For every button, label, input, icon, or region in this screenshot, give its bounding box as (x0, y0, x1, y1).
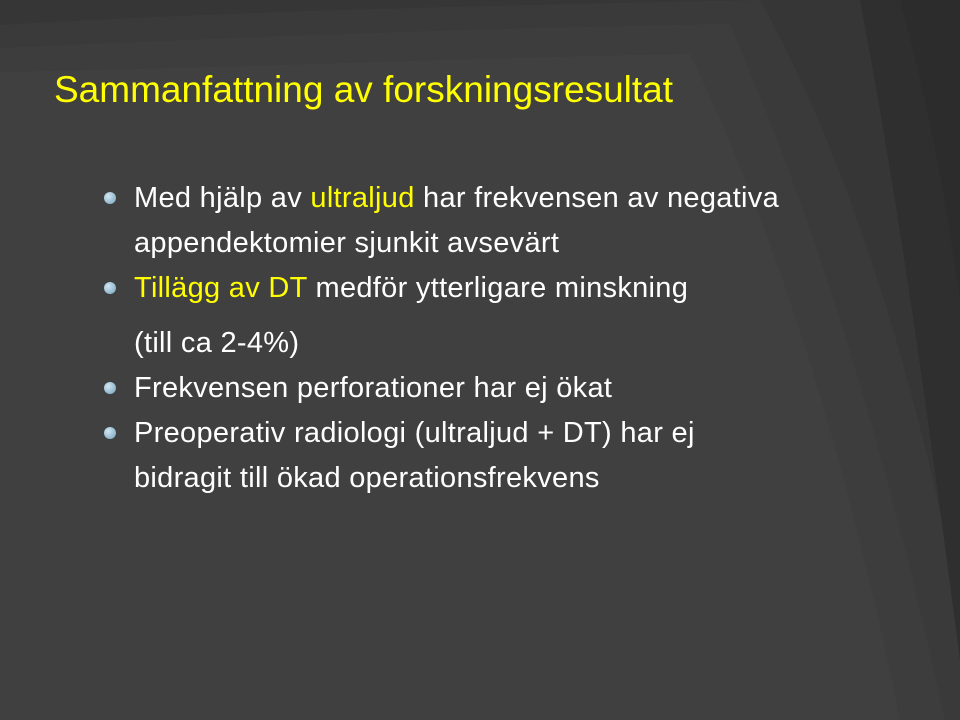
bullet-line-continued: appendektomier sjunkit avsevärt (134, 227, 560, 259)
bullet-line: Preoperativ radiologi (ultraljud + DT) har ej (134, 417, 695, 449)
bullet-line (134, 176, 924, 221)
bullet-line-continued: (till ca 2-4%) (134, 327, 300, 359)
bullet-line: Frekvensen perforationer har ej ökat (134, 372, 613, 404)
bullet-dot-icon (104, 282, 116, 294)
slide-title: Sammanfattning av forskningsresultat (54, 69, 674, 110)
bullet-highlight: ultraljud (310, 182, 415, 214)
bullet-text: medför ytterligare minskning (307, 272, 689, 304)
bullet-dot-icon (104, 382, 116, 394)
bullet-text: Med hjälp av (134, 182, 311, 214)
bullet-list (104, 176, 924, 501)
bullet-item-ct-addition (104, 266, 924, 366)
bullet-dot-icon (104, 192, 116, 204)
bullet-text: har frekvensen av negativa (414, 182, 780, 214)
bullet-line (134, 266, 924, 311)
bullet-line-continued: bidragit till ökad operationsfrekvens (134, 462, 600, 494)
bullet-item-ultrasound (104, 176, 924, 266)
bullet-item-perforations (104, 366, 924, 411)
bullet-item-preoperative-radiology (104, 411, 924, 501)
bullet-highlight: Tillägg av DT (134, 272, 308, 304)
bullet-dot-icon (104, 427, 116, 439)
